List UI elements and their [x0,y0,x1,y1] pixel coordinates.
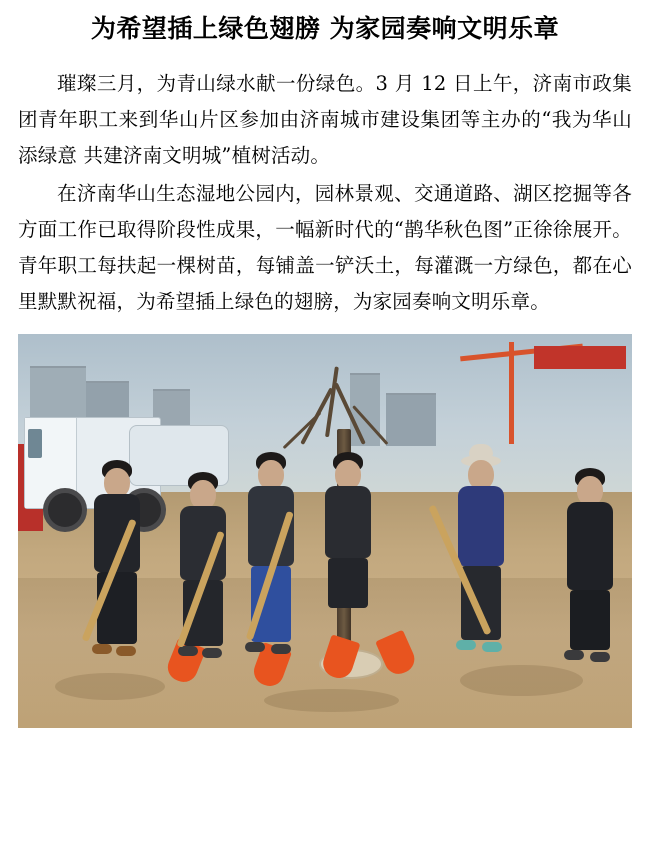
article-photo [18,334,632,728]
shoe [271,644,291,654]
person [239,452,303,696]
construction-crane-mast [509,342,514,444]
torso [325,486,371,558]
legs [97,572,137,644]
dirt-patch [264,689,399,713]
shoe [456,640,476,650]
page-title: 为希望插上绿色翅膀 为家园奏响文明乐章 [90,14,560,43]
truck-window [28,429,41,458]
person [86,460,148,696]
shoe [202,648,222,658]
person [172,468,234,697]
paragraph: 在济南华山生态湿地公园内，园林景观、交通道路、湖区挖掘等各方面工作已取得阶段性成果，一幅新时代的“鹊华秋色图”正徐徐展开。青年职工每扶起一棵树苗，每铺盖一铲沃土，每灌溉一方绿色，都在心里默默祝福，为希望插上绿色的翅膀，为家园奏响文明乐章。 [18,182,632,313]
legs [328,558,368,608]
legs [570,590,610,650]
shoe [92,644,112,654]
shoe [245,642,265,652]
person [558,468,622,697]
shoe [482,642,502,652]
paragraph: 璀璨三月，为青山绿水献一份绿色。3 月 12 日上午，济南市政集团青年职工来到华山片区参加由济南城市建设集团等主办的“我为华山添绿意 共建济南文明城”植树活动。 [18,72,632,167]
person [448,444,514,696]
shoe [116,646,136,656]
truck-wheel [43,488,87,532]
person [319,452,377,649]
red-banner [534,346,626,370]
torso [567,502,613,590]
article-body [18,66,632,320]
torso [458,486,504,566]
shoe [564,650,584,660]
shoe [590,652,610,662]
document-page [0,12,650,856]
background-building [386,393,435,446]
shoe [178,646,198,656]
